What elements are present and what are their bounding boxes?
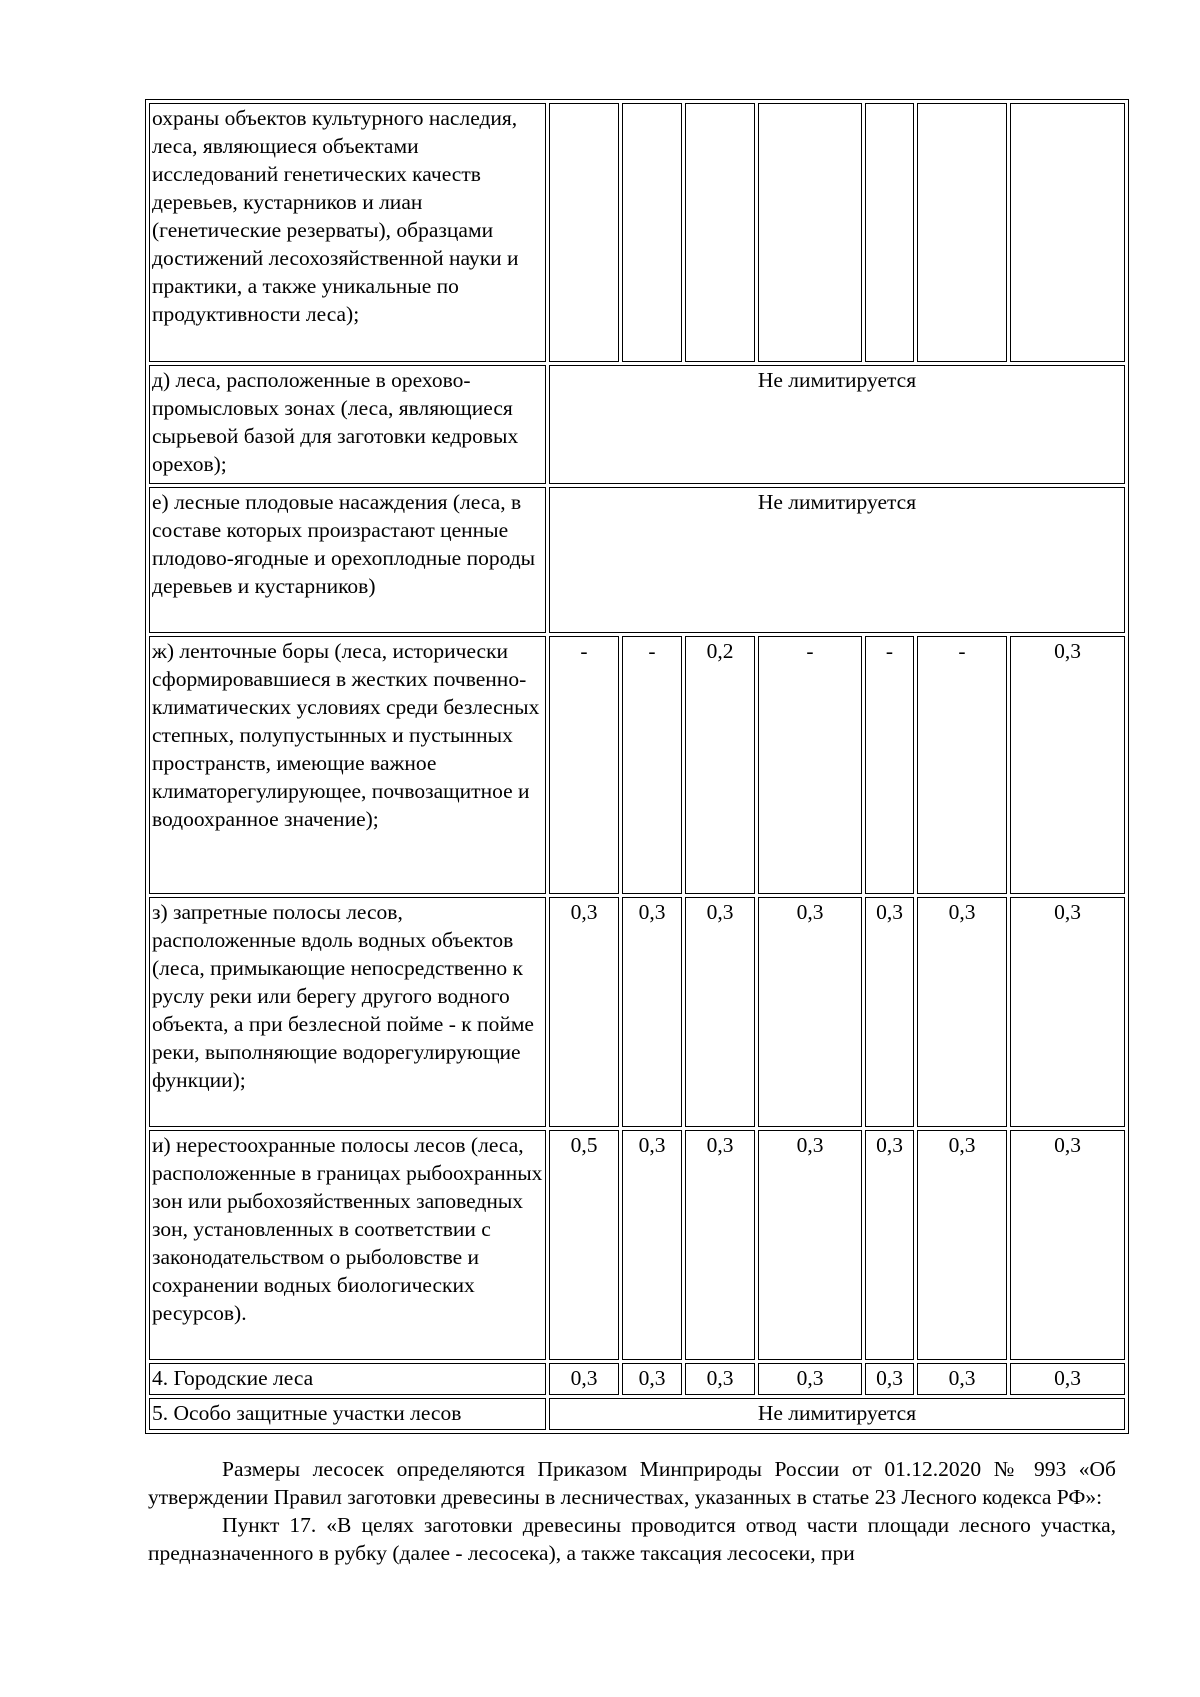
value-cell: -	[622, 636, 682, 894]
table-row	[149, 1398, 1125, 1430]
table-row	[149, 1130, 1125, 1360]
value-cell: 0,3	[685, 1363, 755, 1395]
value-cell: 0,3	[758, 897, 862, 1127]
row-description: е) лесные плодовые насаждения (леса, в составе которых произрастают ценные плодово-ягодные и орехоплодные породы деревьев и кустарников)	[149, 487, 546, 633]
value-cell: 0,3	[917, 1130, 1007, 1360]
value-cell	[1010, 103, 1125, 362]
paragraph: Пункт 17. «В целях заготовки древесины проводится отвод части площади лесного участка, предназначенного в рубку (далее - лесосека), а также таксация лесосеки, при	[148, 1513, 1116, 1565]
value-cell: 0,3	[865, 1130, 914, 1360]
value-cell	[865, 103, 914, 362]
value-cell	[758, 103, 862, 362]
paragraph: Размеры лесосек определяются Приказом Минприроды России от 01.12.2020 № 993 «Об утверждении Правил заготовки древесины в лесничествах, указанных в статье 23 Лесного кодекса РФ»:	[148, 1457, 1116, 1509]
value-cell: 0,3	[549, 897, 619, 1127]
merged-value-cell: Не лимитируется	[549, 365, 1125, 484]
table-row	[149, 487, 1125, 633]
value-cell: 0,3	[622, 897, 682, 1127]
value-cell: -	[865, 636, 914, 894]
value-cell: 0,3	[622, 1363, 682, 1395]
value-cell: 0,3	[865, 1363, 914, 1395]
value-cell: -	[549, 636, 619, 894]
row-description: д) леса, расположенные в орехово-промысловых зонах (леса, являющиеся сырьевой базой для заготовки кедровых орехов);	[149, 365, 546, 484]
merged-value-cell: Не лимитируется	[549, 487, 1125, 633]
table-row	[149, 103, 1125, 362]
row-description: 4. Городские леса	[149, 1363, 546, 1395]
value-cell: 0,3	[758, 1130, 862, 1360]
merged-value-cell: Не лимитируется	[549, 1398, 1125, 1430]
value-cell	[622, 103, 682, 362]
row-description: ж) ленточные боры (леса, исторически сформировавшиеся в жестких почвенно-климатических условиях среди безлесных степных, полупустынных и пустынных пространств, имеющие важное климаторегулирующее, почвозащитное и водоохранное значение);	[149, 636, 546, 894]
value-cell: 0,3	[1010, 636, 1125, 894]
value-cell	[917, 103, 1007, 362]
table-row	[149, 636, 1125, 894]
value-cell: 0,3	[1010, 1363, 1125, 1395]
table-row	[149, 897, 1125, 1127]
value-cell: -	[917, 636, 1007, 894]
cutting-area-limits-table	[145, 99, 1129, 1434]
row-description: охраны объектов культурного наследия, леса, являющиеся объектами исследований генетических качеств деревьев, кустарников и лиан (генетические резерваты), образцами достижений лесохозяйственной науки и практики, а также уникальные по продуктивности леса);	[149, 103, 546, 362]
value-cell: 0,3	[917, 897, 1007, 1127]
table-row	[149, 1363, 1125, 1395]
value-cell: 0,3	[1010, 1130, 1125, 1360]
value-cell: 0,2	[685, 636, 755, 894]
value-cell: 0,3	[549, 1363, 619, 1395]
value-cell: 0,3	[865, 897, 914, 1127]
table-row	[149, 365, 1125, 484]
row-description: з) запретные полосы лесов, расположенные вдоль водных объектов (леса, примыкающие непосредственно к руслу реки или берегу другого водного объекта, а при безлесной пойме - к пойме реки, выполняющие водорегулирующие функции);	[149, 897, 546, 1127]
value-cell: 0,3	[917, 1363, 1007, 1395]
value-cell: 0,3	[685, 1130, 755, 1360]
body-text	[148, 1455, 1116, 1567]
value-cell: 0,3	[622, 1130, 682, 1360]
value-cell	[549, 103, 619, 362]
value-cell: -	[758, 636, 862, 894]
value-cell: 0,3	[685, 897, 755, 1127]
value-cell: 0,5	[549, 1130, 619, 1360]
value-cell: 0,3	[1010, 897, 1125, 1127]
row-description: и) нерестоохранные полосы лесов (леса, расположенные в границах рыбоохранных зон или рыбохозяйственных заповедных зон, установленных в соответствии с законодательством о рыболовстве и сохранении водных биологических ресурсов).	[149, 1130, 546, 1360]
value-cell	[685, 103, 755, 362]
row-description: 5. Особо защитные участки лесов	[149, 1398, 546, 1430]
value-cell: 0,3	[758, 1363, 862, 1395]
